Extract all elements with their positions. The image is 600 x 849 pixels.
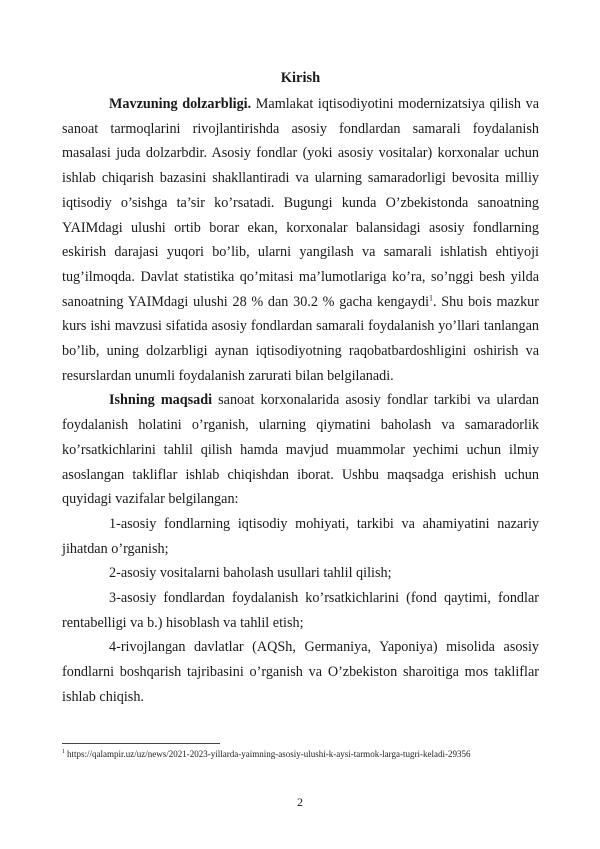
task-item-3: 3-asosiy fondlardan foydalanish ko’rsatkichlarini (fond qaytimi, fondlar rentabelligi va b.) hisoblash va tahlil etish; xyxy=(62,590,539,631)
task-item-1: 1-asosiy fondlarning iqtisodiy mohiyati, tarkibi va ahamiyatini nazariy jihatdan o’rganish; xyxy=(62,515,539,557)
relevance-text-after: . Shu bois mazkur kurs ishi mavzusi sifatida asosiy fondlardan samarali foydalanish yo’llari tanlangan bo’lib, uning dolzarbligi aynan iqtisodiyotning raqobatbardoshligini oshirish va resurslardan unumli foydalanish zarurati bilan belgilanadi. xyxy=(62,293,539,384)
footnote-link[interactable]: https://qalampir.uz/uz/news/2021-2023-yillarda-yaimning-asosiy-ulushi-k-aysi-tarmok-larga-tugri-keladi-29356 xyxy=(67,749,471,759)
relevance-text: Mamlakat iqtisodiyotini modernizatsiya qilish va sanoat tarmoqlarini rivojlantirishda asosiy fondlardan samarali foydalanish masalasi juda dolzarbdir. Asosiy fondlar (yoki asosiy vositalar) korxonalar uchun ishlab chiqarish bazasini shakllantiradi va ularning samaradorligi bevosita milliy iqtisodiy o’sishga ta’sir ko’rsatadi. Bugungi kunda O’zbekistonda sanoatning YAIMdagi ulushi ortib borar ekan, korxonalar balansidagi asosiy fondlarning eskirish darajasi yuqori bo’lib, ularni yangilash va samarali ishlatish ehtiyoji tug’ilmoqda. Davlat statistika qo’mitasi ma’lumotlariga ko’ra, so’nggi besh yilda sanoatning YAIMdagi ulushi 28 % dan 30.2 % gacha kengaydi xyxy=(62,96,539,310)
section-title: Kirish xyxy=(280,70,321,86)
footnote xyxy=(62,748,539,760)
footnote-divider xyxy=(62,743,220,744)
task-item-4: 4-rivojlangan davlatlar (AQSh, Germaniya, Yaponiya) misolida asosiy fondlarni boshqarish tajribasini o’rganish va O’zbekiston sharoitiga mos takliflar ishlab chiqish. xyxy=(62,639,539,705)
relevance-lead: Mavzuning dolzarbligi. xyxy=(109,96,252,112)
goal-lead: Ishning maqsadi xyxy=(109,392,213,409)
goal-text: sanoat korxonalarida asosiy fondlar tarkibi va ulardan foydalanish holatini o’rganish, ularning qiymatini baholash va samaradorlik ko’rsatkichlarini tahlil qilish hamda mavjud muammolar yechimi uchun ilmiy asoslangan takliflar ishlab chiqishdan iborat. Ushbu maqsadga erishish uchun quyidagi vazifalar belgilangan: xyxy=(62,392,540,508)
footnote-mark: 1 xyxy=(62,749,65,755)
page-number: 2 xyxy=(297,795,303,809)
task-item-2: 2-asosiy vositalarni baholash usullari tahlil qilish; xyxy=(109,565,392,582)
footnote-reference[interactable]: 1 xyxy=(429,292,434,302)
relevance-paragraph xyxy=(62,92,539,388)
document-page xyxy=(62,68,539,710)
goal-paragraph xyxy=(62,388,539,512)
